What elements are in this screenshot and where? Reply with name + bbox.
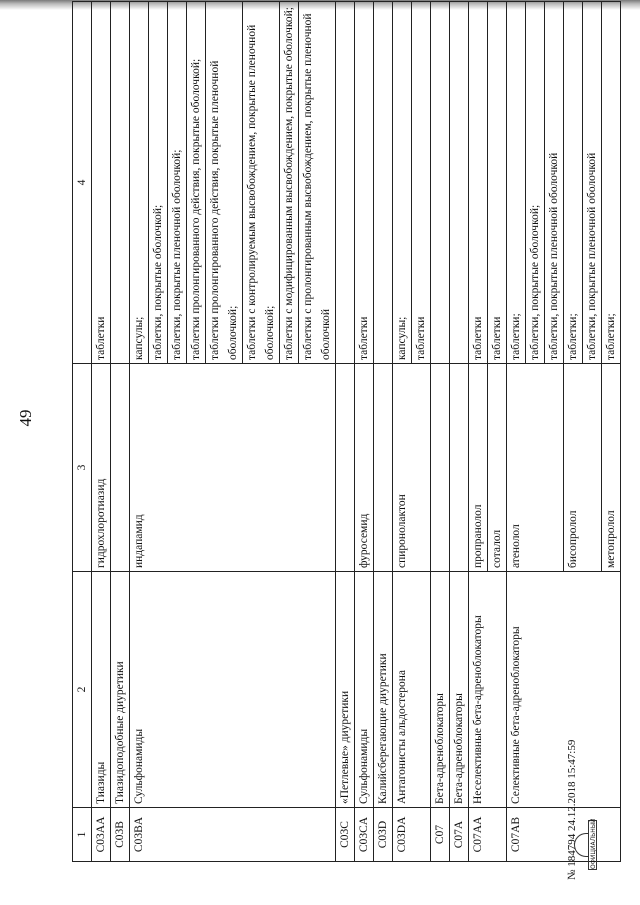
drug-register-table	[72, 1, 621, 862]
drug-name	[111, 364, 130, 572]
drug-name: соталол	[488, 364, 507, 572]
table-row	[431, 2, 450, 862]
table-row	[450, 2, 469, 862]
dosage-form: таблетки, покрытые пленочной оболочкой	[545, 2, 564, 364]
dosage-form	[374, 2, 393, 364]
atc-group: Бета-адреноблокаторы	[450, 572, 469, 808]
dosage-form: таблетки, покрытые оболочкой;	[149, 2, 168, 364]
dosage-form: таблетки	[469, 2, 488, 364]
dosage-form: таблетки;	[507, 2, 526, 364]
table-row	[130, 2, 149, 862]
table-row	[469, 2, 488, 862]
table-row	[336, 2, 355, 862]
atc-code: C07	[431, 808, 450, 862]
atc-group: Калийсберегающие диуретики	[374, 572, 393, 808]
table-header-row	[73, 2, 92, 862]
dosage-form	[431, 2, 450, 364]
atc-group: Бета-адреноблокаторы	[431, 572, 450, 808]
atc-group: Селективные бета-адреноблокаторы	[507, 572, 621, 808]
drug-name	[431, 364, 450, 572]
dosage-form: таблетки с модифицированным высвобождением, покрытые оболочкой;	[280, 2, 299, 364]
header-col-3: 3	[73, 364, 92, 572]
page-number: 49	[16, 409, 35, 427]
dosage-form	[111, 2, 130, 364]
drug-name: атенолол	[507, 364, 564, 572]
drug-name	[450, 364, 469, 572]
dosage-form: таблетки пролонгированного действия, покрытые пленочной оболочкой;	[206, 2, 243, 364]
drug-name: спиронолактон	[393, 364, 431, 572]
dosage-form: таблетки с пролонгированным высвобождением, покрытые пленочной оболочкой	[299, 2, 336, 364]
drug-name: индапамид	[130, 364, 336, 572]
atc-code: C07AB	[507, 808, 621, 862]
drug-name: пропранолол	[469, 364, 488, 572]
header-col-2: 2	[73, 572, 92, 808]
drug-name: метопролол	[602, 364, 621, 572]
dosage-form: таблетки пролонгированного действия, покрытые оболочкой;	[187, 2, 206, 364]
atc-code: C07A	[450, 808, 469, 862]
atc-group: Антагонисты альдостерона	[393, 572, 431, 808]
table-row	[355, 2, 374, 862]
atc-code: C03BA	[130, 808, 336, 862]
dosage-form: таблетки	[488, 2, 507, 364]
document-stamp: № 184794 24.12.2018 15:47:59	[566, 739, 578, 880]
dosage-form: таблетки, покрытые пленочной оболочкой;	[168, 2, 187, 364]
atc-group: «Петлевые» диуретики	[336, 572, 355, 808]
dosage-form	[336, 2, 355, 364]
drug-name: гидрохлоротиазид	[92, 364, 111, 572]
dosage-form: таблетки	[92, 2, 111, 364]
atc-code: C03D	[374, 808, 393, 862]
header-col-1: 1	[73, 808, 92, 862]
drug-name	[374, 364, 393, 572]
table-row	[507, 2, 526, 862]
dosage-form: таблетки, покрытые пленочной оболочкой	[583, 2, 602, 364]
dosage-form: таблетки;	[564, 2, 583, 364]
dosage-form	[450, 2, 469, 364]
dosage-form: капсулы;	[130, 2, 149, 364]
table-row	[111, 2, 130, 862]
table-row	[393, 2, 412, 862]
dosage-form: таблетки с контролируемым высвобождением, покрытые пленочной оболочкой;	[243, 2, 280, 364]
atc-code: C07AA	[469, 808, 507, 862]
atc-group: Тиазидоподобные диуретики	[111, 572, 130, 808]
drug-name: фуросемид	[355, 364, 374, 572]
atc-group: Тиазиды	[92, 572, 111, 808]
header-col-4: 4	[73, 2, 92, 364]
atc-code: C03CA	[355, 808, 374, 862]
logo-text: ОФИЦИАЛЬНЫЙ	[590, 818, 597, 869]
atc-group: Сульфонамиды	[355, 572, 374, 808]
atc-code: C03C	[336, 808, 355, 862]
drug-name: бисопролол	[564, 364, 602, 572]
table-row	[92, 2, 111, 862]
atc-group: Сульфонамиды	[130, 572, 336, 808]
atc-group: Неселективные бета-адреноблокаторы	[469, 572, 507, 808]
atc-code: C03DA	[393, 808, 431, 862]
atc-code: C03AA	[92, 808, 111, 862]
dosage-form: таблетки	[412, 2, 431, 364]
dosage-form: таблетки, покрытые оболочкой;	[526, 2, 545, 364]
dosage-form: таблетки;	[602, 2, 621, 364]
table-row	[374, 2, 393, 862]
dosage-form: таблетки	[355, 2, 374, 364]
atc-code: C03B	[111, 808, 130, 862]
dosage-form: капсулы;	[393, 2, 412, 364]
drug-name	[336, 364, 355, 572]
